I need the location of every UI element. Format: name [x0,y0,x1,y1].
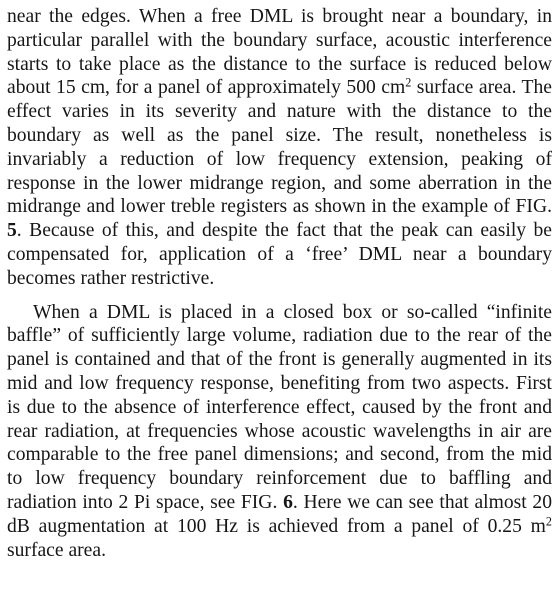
figure-reference: 6 [283,491,293,513]
paragraph-text: . Because of this, and despite the fact that the peak can easily be compensated for, application of a ‘free’ DML near a boundary becomes rather restrictive. [7,220,552,289]
paragraph-boundary-effects [7,5,552,291]
paragraph-text: . Here we can see that almost 20 dB augmentation at 100 Hz is achieved from a panel of 0.25 m [7,491,552,537]
superscript-exponent: 2 [545,514,552,529]
paragraph-text: surface area. The effect varies in its severity and nature with the distance to the boundary as well as the panel size. The result, nonetheless is invariably a reduction of low frequency extension, peaking of response in the lower midrange region, and some aberration in the midrange and lower treble registers as shown in the example of FIG. [7,77,552,218]
superscript-exponent: 2 [405,75,412,90]
paragraph-text: When a DML is placed in a closed box or so-called “infinite baffle” of sufficiently large volume, radiation due to the rear of the panel is contained and that of the front is generally augmented in its mid and low frequency response, benefiting from two aspects. First is due to the absence of interference effect, caused by the front and rear radiation, at frequencies whose acoustic wavelengths in air are comparable to the free panel dimensions; and second, from the mid to low frequency boundary reinforcement due to baffling and radiation into 2 Pi space, see FIG. [7,301,552,513]
paragraph-text: near the edges. When a free DML is brought near a boundary, in particular parallel with the boundary surface, acoustic interference starts to take place as the distance to the surface is reduced below about 15 cm, for a panel of approximately 500 cm [7,6,552,99]
paragraph-closed-box [7,301,552,563]
figure-reference: 5 [7,220,17,242]
paragraph-text: surface area. [7,539,106,561]
